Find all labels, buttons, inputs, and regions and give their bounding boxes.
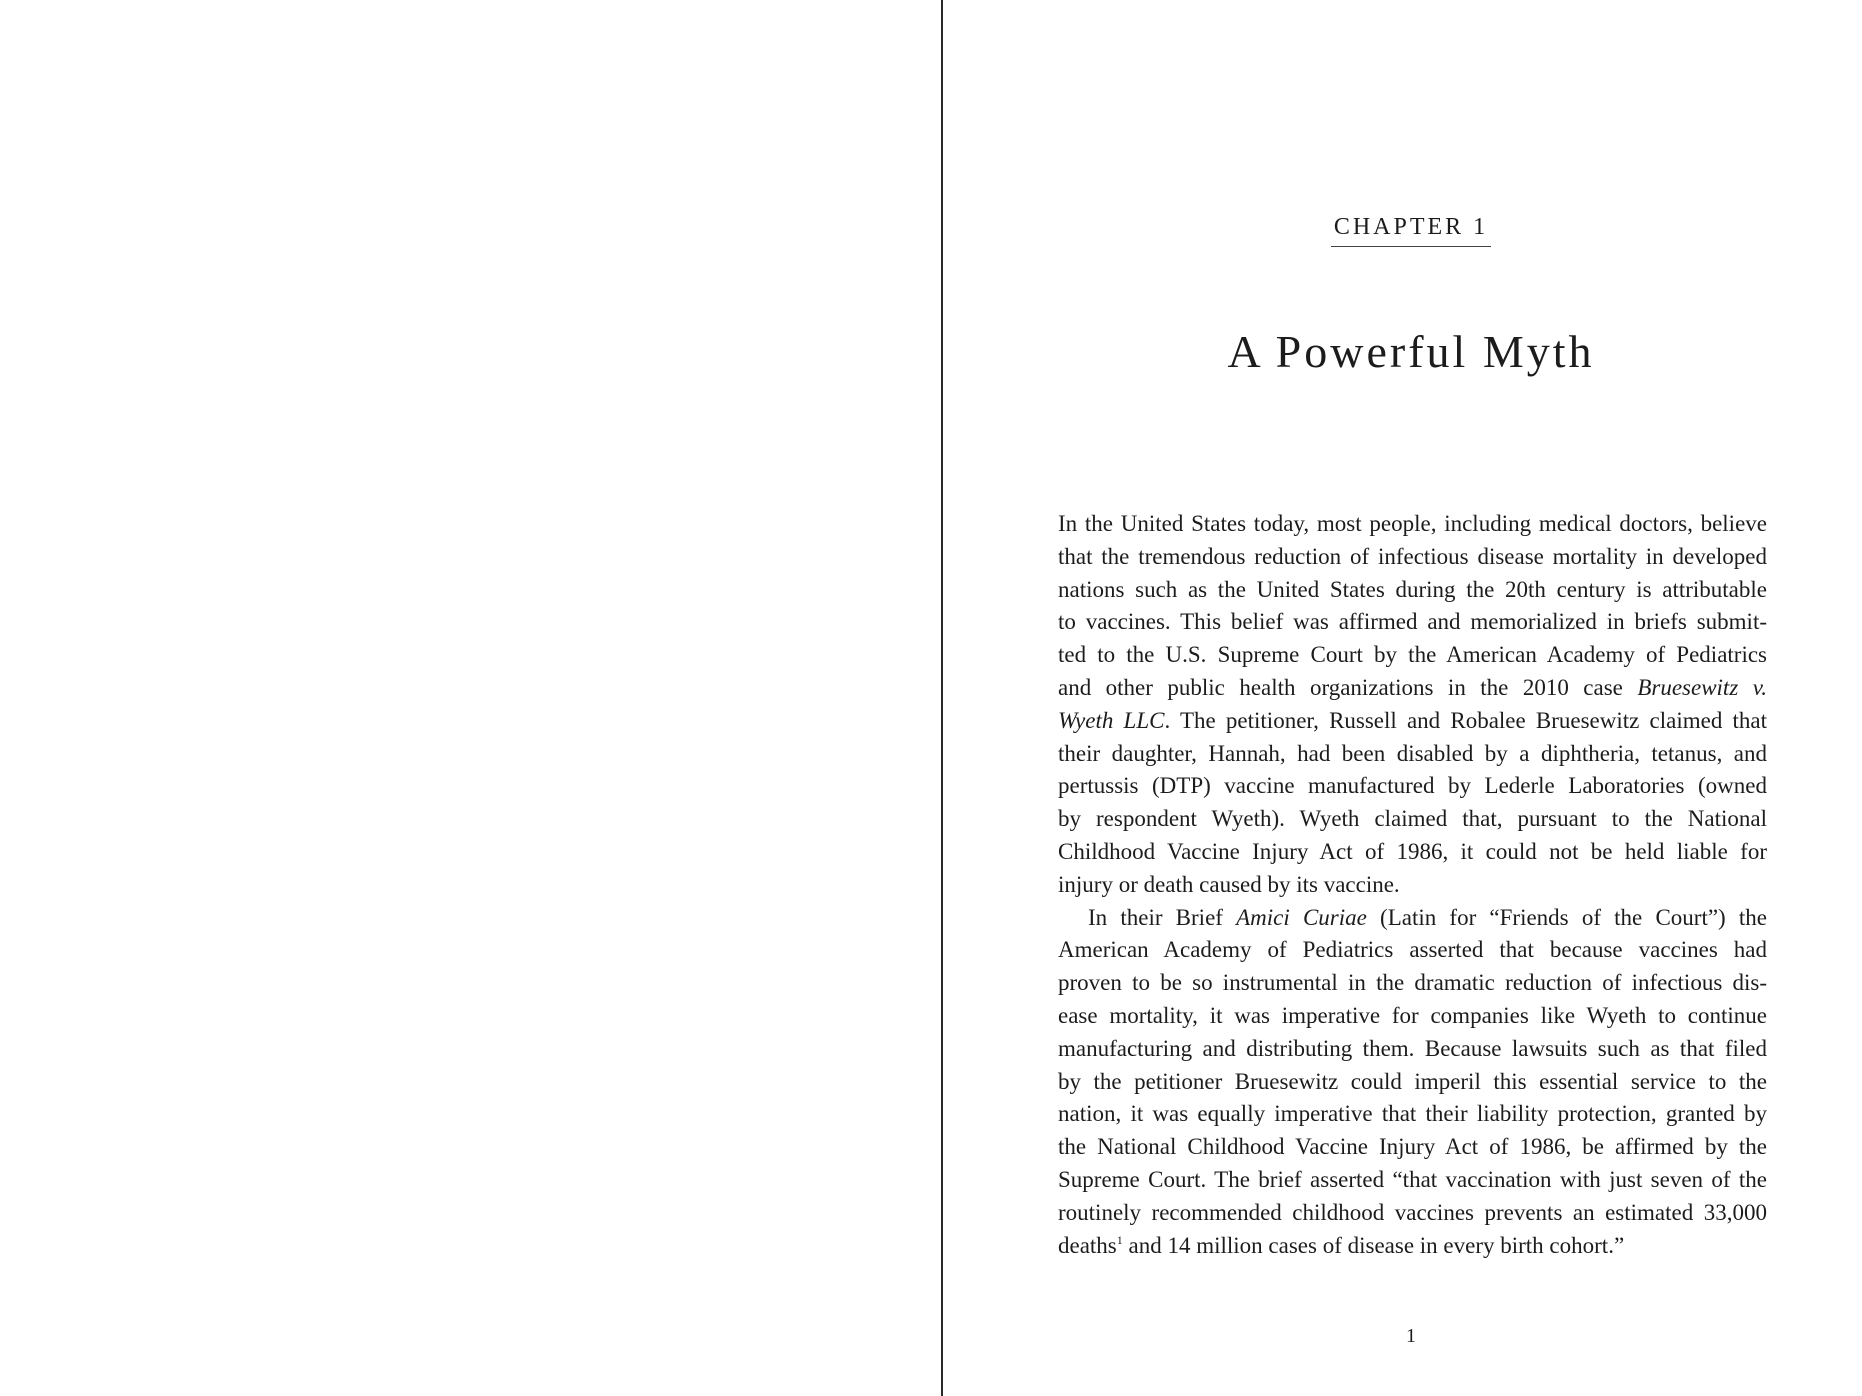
paragraph-1-line: injury or death caused by its vaccine.	[1058, 871, 1400, 897]
paragraph-1-line: to vaccines. This belief was affirmed and memorialized in briefs submit-	[1058, 609, 1767, 635]
paragraph-1-line: by respondent Wyeth). Wyeth claimed that, pursuant to the National	[1058, 806, 1767, 832]
paragraph-2-line: In their Brief Amici Curiae (Latin for “Friends of the Court”) the	[1088, 904, 1767, 930]
page-number: 1	[1406, 1325, 1416, 1347]
paragraph-2-line: routinely recommended childhood vaccines prevents an estimated 33,000	[1058, 1199, 1767, 1225]
paragraph-1-line: that the tremendous reduction of infectious disease mortality in developed	[1058, 543, 1767, 569]
paragraph-2-line: ease mortality, it was imperative for companies like Wyeth to continue	[1058, 1002, 1767, 1028]
paragraph-2-line: by the petitioner Bruesewitz could imperil this essential service to the	[1058, 1068, 1767, 1094]
case-name-italic: Wyeth LLC	[1058, 707, 1165, 733]
paragraph-2-line: proven to be so instrumental in the dramatic reduction of infectious dis-	[1058, 970, 1767, 996]
paragraph-1-line: ted to the U.S. Supreme Court by the American Academy of Pediatrics	[1058, 642, 1767, 668]
paragraph-1-line: In the United States today, most people, including medical doctors, believe	[1058, 511, 1767, 536]
paragraph-1-line: and other public health organizations in the 2010 case Bruesewitz v.	[1058, 674, 1767, 700]
paragraph-2-line: manufacturing and distributing them. Because lawsuits such as that filed	[1058, 1035, 1767, 1061]
paragraph-1-line: nations such as the United States during the 20th century is attributable	[1058, 576, 1767, 602]
paragraph-2-line: the National Childhood Vaccine Injury Act of 1986, be affirmed by the	[1058, 1134, 1767, 1160]
paragraph-1-line: their daughter, Hannah, had been disabled by a diphtheria, tetanus, and	[1058, 740, 1767, 766]
paragraph-2-line: American Academy of Pediatrics asserted that because vaccines had	[1058, 937, 1767, 963]
case-name-italic: Bruesewitz v.	[1637, 674, 1767, 700]
chapter-body-text	[1058, 508, 1767, 1262]
latin-term-italic: Amici Curiae	[1236, 904, 1367, 930]
paragraph-2-line: deaths$^1$ and 14 million cases of disease in every birth cohort.”	[1058, 1232, 1625, 1258]
right-page	[943, 0, 1862, 1396]
chapter-label: CHAPTER 1	[1331, 212, 1491, 247]
paragraph-2-line: nation, it was equally imperative that their liability protection, granted by	[1058, 1101, 1767, 1127]
chapter-title: A Powerful Myth	[1227, 326, 1595, 377]
paragraph-1-line: Wyeth LLC. The petitioner, Russell and Robalee Bruesewitz claimed that	[1058, 707, 1768, 733]
paragraph-1-line: Childhood Vaccine Injury Act of 1986, it could not be held liable for	[1058, 838, 1767, 864]
paragraph-1-line: pertussis (DTP) vaccine manufactured by Lederle Laboratories (owned	[1058, 773, 1767, 799]
paragraph-2-line: Supreme Court. The brief asserted “that vaccination with just seven of the	[1058, 1166, 1767, 1192]
footnote-marker: 1	[1116, 1232, 1123, 1247]
